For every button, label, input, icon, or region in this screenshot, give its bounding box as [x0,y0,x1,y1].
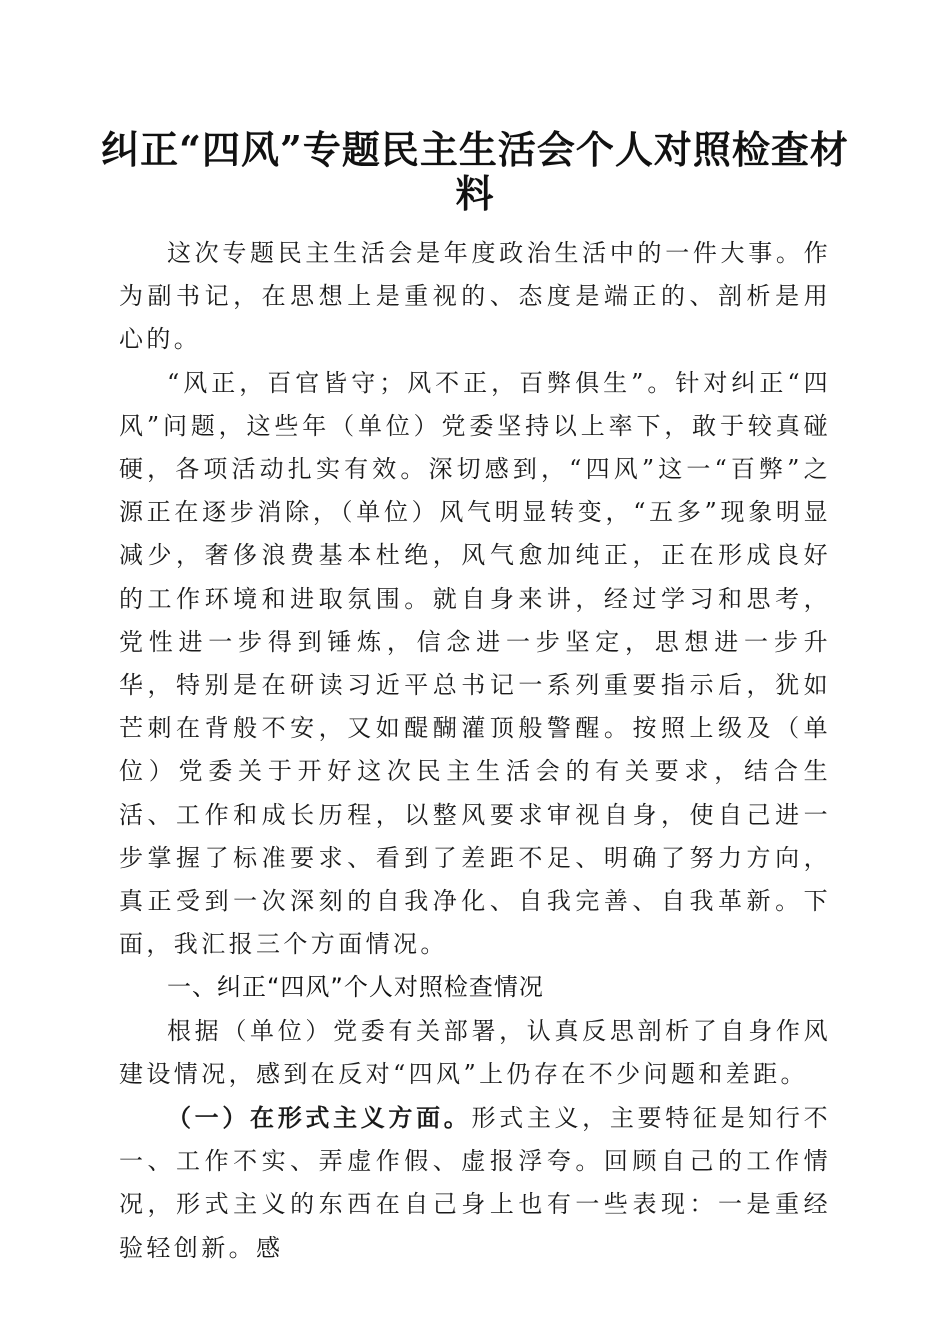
document-title: 纠正“四风”专题民主生活会个人对照检查材料 [101,127,849,216]
subsection-text: 形式主义，主要特征是知行不一、工作不实、弄虚作假、虚报浮夸。回顾自己的工作情况，形式主义的东西在自己身上也有一些表现：一是重经验轻创新。感 [119,1104,832,1262]
document-body [119,232,831,1270]
paragraph-intro: 这次专题民主生活会是年度政治生活中的一件大事。作为副书记，在思想上是重视的、态度是端正的、剖析是用心的。 [119,239,831,354]
paragraph-section-intro: 根据（单位）党委有关部署，认真反思剖析了自身作风建设情况，感到在反对“四风”上仍存在不少问题和差距。 [119,1016,831,1088]
paragraph-context: “风正，百官皆守；风不正，百弊俱生”。针对纠正“四风”问题，这些年（单位）党委坚持以上率下，敢于较真碰硬，各项活动扎实有效。深切感到，“四风”这一“百弊”之源正在逐步消除，（单位）风气明显转变，“五多”现象明显减少，奢侈浪费基本杜绝，风气愈加纯正，正在形成良好的工作环境和进取氛围。就自身来讲，经过学习和思考，党性进一步得到锤炼，信念进一步坚定，思想进一步升华，特别是在研读习近平总书记一系列重要指示后，犹如芒刺在背般不安，又如醍醐灌顶般警醒。按照上级及（单位）党委关于开好这次民主生活会的有关要求，结合生活、工作和成长历程，以整风要求审视自身，使自己进一步掌握了标准要求、看到了差距不足、明确了努力方向，真正受到一次深刻的自我净化、自我完善、自我革新。下面，我汇报三个方面情况。 [119,368,831,959]
section-heading: 一、纠正“四风”个人对照检查情况 [167,973,544,1002]
paragraph-subsection-1 [119,1096,831,1270]
subsection-lead: （一）在形式主义方面。 [167,1103,472,1133]
